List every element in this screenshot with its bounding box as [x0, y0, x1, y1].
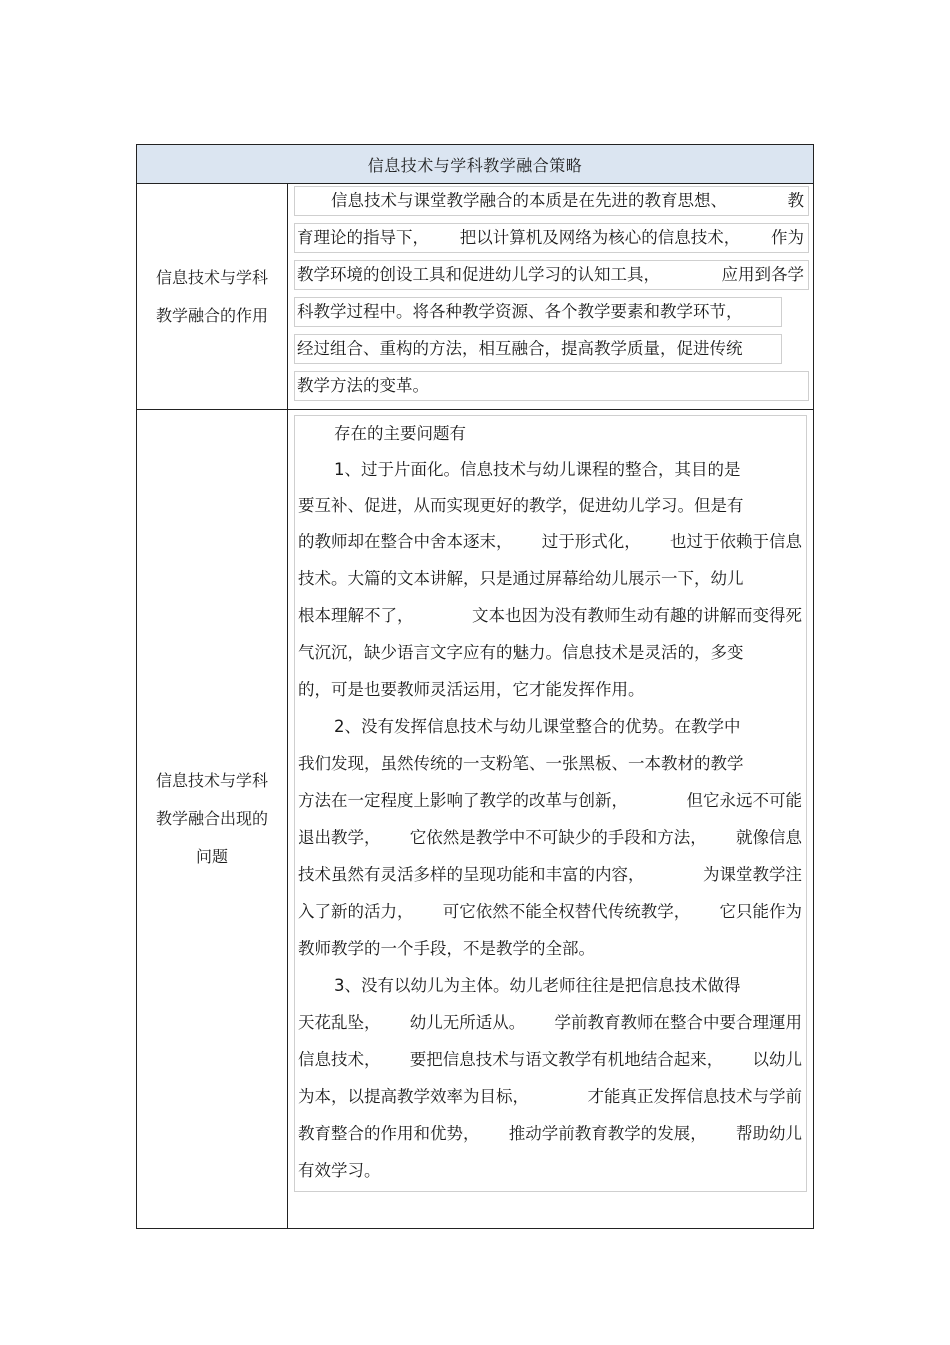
- paragraph-line: 2、没有发挥信息技术与幼儿课堂整合的优势。在教学中: [334, 717, 741, 736]
- row-label-problems: [137, 410, 288, 1228]
- paragraph-line: [298, 1116, 802, 1152]
- text-segment: 就像信息: [736, 828, 802, 847]
- text-segment: 要把信息技术与语文教学有机地结合起来，: [409, 1050, 724, 1069]
- paragraph-line: [298, 1042, 802, 1078]
- paragraph-line: 教学方法的变革。: [294, 371, 809, 401]
- text-segment: 信息技术，: [298, 1050, 381, 1069]
- text-segment: 根本理解不了，: [298, 606, 414, 625]
- row-content-role: [288, 184, 813, 409]
- text-segment: 教育整合的作用和优势，: [298, 1124, 480, 1143]
- paragraph-line: 科教学过程中。将各种教学资源、各个教学要素和教学环节，: [294, 297, 782, 327]
- text-segment: 可它依然不能全权替代传统教学，: [442, 902, 691, 921]
- table-row-problems: [137, 410, 813, 1228]
- paragraph-line: [298, 1005, 802, 1041]
- text-segment: 技术虽然有灵活多样的呈现功能和丰富的内容，: [298, 865, 645, 884]
- text-segment: 教学环境的创设工具和促进幼儿学习的认知工具，: [297, 265, 660, 284]
- text-segment: 它只能作为: [719, 902, 802, 921]
- paragraph-line: 技术。大篇的文本讲解，只是通过屏幕给幼儿展示一下，幼儿: [298, 569, 744, 588]
- text-segment: 它依然是教学中不可缺少的手段和方法，: [409, 828, 707, 847]
- strategy-table: [136, 144, 814, 1229]
- row-label-role: [137, 184, 288, 409]
- paragraph-line: [298, 857, 802, 893]
- paragraph-line: [294, 223, 809, 253]
- text-segment: 但它永远不可能: [686, 791, 802, 810]
- paragraph-line: [298, 894, 802, 930]
- text-segment: 教: [787, 191, 804, 210]
- paragraph-line: 有效学习。: [298, 1161, 381, 1180]
- table-title: 信息技术与学科教学融合策略: [137, 145, 813, 184]
- text-segment: 方法在一定程度上影响了教学的改革与创新，: [298, 791, 628, 810]
- paragraph-line: [298, 783, 802, 819]
- text-segment: 幼儿无所适从。: [409, 1013, 526, 1032]
- paragraph-line: [298, 598, 802, 634]
- text-segment: 帮助幼儿: [736, 1124, 802, 1143]
- paragraph-line: 1、过于片面化。信息技术与幼儿课程的整合，其目的是: [334, 460, 741, 479]
- text-segment: 育理论的指导下，: [297, 228, 429, 247]
- text-segment: 要互补、促进，从而实现更好的教学，促进幼儿学习。但是有: [298, 496, 744, 515]
- paragraph-line: 3、没有以幼儿为主体。幼儿老师往往是把信息技术做得: [334, 976, 741, 995]
- text-segment: 信息技术与课堂教学融合的本质是在先进的教育思想、: [331, 191, 727, 210]
- text-segment: 学前教育教师在整合中要合理運用: [554, 1013, 802, 1032]
- paragraph-line: 我们发现，虽然传统的一支粉笔、一张黑板、一本教材的教学: [298, 754, 744, 773]
- paragraph-line: [298, 524, 802, 560]
- paragraph-line: 经过组合、重构的方法，相互融合，提高教学质量，促进传统: [294, 334, 782, 364]
- row-content-problems: [288, 410, 813, 1228]
- text-segment: 天花乱坠，: [298, 1013, 381, 1032]
- table-row-role: [137, 184, 813, 410]
- text-segment: 推动学前教育教学的发展，: [508, 1124, 707, 1143]
- text-segment: 入了新的活力，: [298, 902, 414, 921]
- text-segment: 的教师却在整合中舍本逐末，: [298, 532, 513, 551]
- paragraph-line: [298, 820, 802, 856]
- paragraph-line: 存在的主要问题有: [334, 424, 466, 443]
- row-label-line: 信息技术与学科: [155, 267, 268, 287]
- paragraph-line: 教师教学的一个手段，不是教学的全部。: [298, 939, 595, 958]
- paragraph-line: 的，可是也要教师灵活运用，它才能发挥作用。: [298, 680, 645, 699]
- paragraph-line: [294, 186, 809, 216]
- text-segment: 为课堂教学注: [703, 865, 802, 884]
- row-label-line: 教学融合出现的: [155, 809, 268, 828]
- text-segment: 过于形式化，: [541, 532, 641, 551]
- row-label-line: 问题: [195, 847, 228, 866]
- text-segment: 作为: [771, 228, 804, 247]
- row-label-line: 教学融合的作用: [155, 305, 268, 325]
- text-segment: 为本，以提高教学效率为目标，: [298, 1087, 529, 1106]
- text-segment: 文本也因为没有教师生动有趣的讲解而变得死: [472, 606, 802, 625]
- paragraph-line: [298, 1079, 802, 1115]
- paragraph-line: 气沉沉，缺少语言文字应有的魅力。信息技术是灵活的，多变: [298, 643, 744, 662]
- paragraph-line: [294, 260, 809, 290]
- text-segment: 退出教学，: [298, 828, 381, 847]
- text-segment: 以幼儿: [752, 1050, 802, 1069]
- text-segment: 应用到各学: [721, 265, 804, 284]
- row-label-line: 信息技术与学科: [155, 771, 268, 790]
- paragraph-line: [298, 488, 802, 524]
- text-segment: 把以计算机及网络为核心的信息技术，: [459, 228, 741, 247]
- problems-frame: [294, 415, 807, 1192]
- text-segment: 也过于依赖于信息: [670, 532, 802, 551]
- text-segment: 才能真正发挥信息技术与学前: [587, 1087, 802, 1106]
